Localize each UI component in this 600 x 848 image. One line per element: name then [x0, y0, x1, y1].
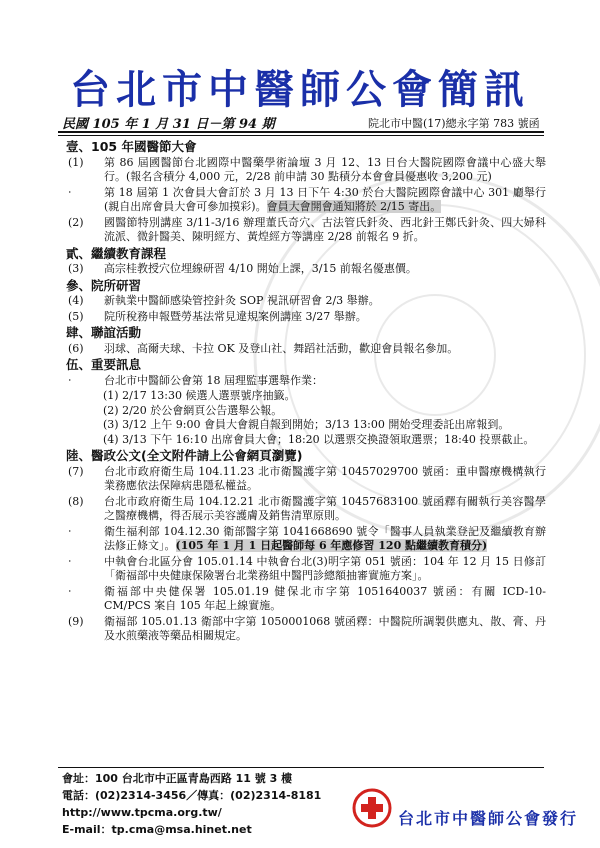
item-number: (7)	[68, 464, 84, 478]
item-bullet: ‧	[68, 554, 72, 568]
license-number: 院北市中醫(17)總永字第 783 號函	[368, 117, 540, 130]
list-item	[66, 156, 546, 185]
item-number: (9)	[68, 614, 84, 628]
highlight-text: 會員大會開會通知將於 2/15 寄出。	[266, 200, 442, 213]
list-item	[66, 216, 546, 245]
list-item	[66, 525, 546, 554]
item-number: (2)	[68, 215, 84, 229]
footer-url[interactable]: http://www.tpcma.org.tw/	[62, 806, 222, 819]
list-item	[66, 342, 546, 357]
list-item	[66, 186, 546, 215]
item-text: 衛生福利部 104.12.30 衛部醫字第 1041668690 號令「醫事人員執業登記及繼續教育辦法修正條文」。	[104, 524, 546, 552]
sub-item: (3) 3/12 上午 9:00 會員大會親自報到開始；3/13 13:00 開始受理委託出席報到。	[103, 418, 510, 431]
list-item	[66, 374, 546, 389]
item-text: 新執業中醫師感染管控針灸 SOP 視訊研習會 2/3 舉辦。	[104, 294, 380, 307]
item-text: 院所稅務申報暨勞基法常見違規案例講座 3/27 舉辦。	[104, 309, 367, 323]
header-rule	[58, 131, 544, 133]
footer-rule	[58, 767, 544, 768]
issue-date: 民國 105 年 1 月 31 日－第 94 期	[62, 117, 275, 132]
item-text: 高宗桂教授穴位埋線研習 4/10 開始上課，3/15 前報名優惠價。	[104, 262, 417, 275]
list-item	[66, 465, 546, 494]
list-item	[66, 294, 546, 309]
list-item	[66, 555, 546, 584]
publisher-name: 台北市中醫師公會發行	[398, 809, 579, 828]
sub-item: (4) 3/13 下午 16:10 出席會員大會；18:20 以選票交換證領取選票；18:40 投票截止。	[103, 432, 535, 446]
item-bullet: ‧	[68, 524, 72, 538]
footer-phone: 電話：(02)2314-3456／傳真：(02)2314-8181	[62, 789, 322, 802]
item-number: (3)	[68, 262, 84, 275]
footer-contact	[62, 770, 321, 838]
item-bullet: ‧	[68, 373, 72, 387]
item-text-wrap	[104, 186, 546, 215]
item-text: 台北市政府衛生局 104.12.21 北市衛醫護字第 10457683100 號函釋有關執行美容醫學之醫療機構，得否展示美容護膚及銷售清單原則。	[104, 494, 546, 522]
sub-item: (2) 2/20 於公會網頁公告選舉公報。	[103, 403, 283, 417]
list-item	[66, 585, 546, 614]
item-text: 第 86 屆國醫節台北國際中醫藥學術論壇 3 月 12、13 日台大醫院國際會議中心盛大舉行。(報名含積分 4,000 元，2/28 前申請 30 點積分本會會員優惠收 3,200 元)	[104, 155, 546, 183]
item-text: 衛福部 105.01.13 衛部中字第 1050001068 號函釋：中醫院所調製供應丸、散、膏、丹及水煎藥液等藥品相關規定。	[104, 614, 546, 642]
item-text: 國醫節特別講座 3/11-3/16 辦理董氏奇穴、古法管氏針灸、西北針王鄭氏針灸、四大婦科流派、微針醫美、陳明經方、黃煌經方等講座 2/28 前報名 9 折。	[104, 215, 546, 243]
item-number: (6)	[68, 341, 84, 355]
section-heading: 壹、105 年國醫節大會	[66, 139, 197, 154]
footer-address: 會址：100 台北市中正區青島西路 11 號 3 樓	[62, 772, 293, 785]
list-item	[66, 310, 546, 325]
item-bullet: ‧	[68, 185, 72, 199]
footer-email[interactable]: E-mail：tp.cma@msa.hinet.net	[62, 823, 252, 836]
list-item	[66, 262, 546, 277]
item-text: 台北市中醫師公會第 18 屆理監事選舉作業：	[104, 373, 323, 387]
section-heading: 貳、繼續教育課程	[66, 245, 167, 261]
section-heading: 肆、聯誼活動	[66, 325, 142, 340]
item-text: 羽球、高爾夫球、卡拉 OK 及登山社、舞蹈社活動，歡迎會員報名參加。	[104, 341, 459, 355]
item-text: 衛福部中央健保署 105.01.19 健保北市字第 1051640037 號函：有關 ICD-10-CM/PCS 案自 105 年起上線實施。	[104, 584, 546, 612]
news-content	[66, 138, 546, 645]
header-rule-thin	[58, 135, 544, 136]
item-number: (5)	[68, 309, 84, 323]
newsletter-title: 台北市中醫師公會簡訊	[70, 67, 530, 113]
item-text: 中執會台北區分會 105.01.14 中執會台北(3)明字第 051 號函：104 年 12 月 15 日修訂「衛福部中央健康保險署台北業務組中醫門診總額抽審實施方案」。	[104, 554, 546, 582]
item-text-wrap	[104, 525, 546, 554]
list-item	[66, 615, 546, 644]
item-number: (4)	[68, 294, 84, 307]
sub-item: (1) 2/17 13:30 候選人選票號序抽籤。	[103, 389, 296, 402]
item-text: 台北市政府衛生局 104.11.23 北市衛醫護字第 10457029700 號函：重申醫療機構執行業務應依法保障病患隱私權益。	[104, 464, 546, 492]
item-number: (8)	[68, 494, 84, 508]
item-bullet: ‧	[68, 584, 72, 598]
item-number: (1)	[68, 155, 84, 169]
section-heading: 陸、醫政公文(全文附件請上公會網頁瀏覽)	[66, 448, 303, 463]
highlight-text: (105 年 1 月 1 日起醫師每 6 年應修習 120 點繼續教育積分)	[175, 539, 488, 552]
section-heading: 伍、重要訊息	[66, 357, 142, 372]
item-text: 第 18 屆第 1 次會員大會訂於 3 月 13 日下午 4:30 於台大醫院國際會議中心 301 廳舉行(親自出席會員大會可參加摸彩)。	[104, 185, 546, 213]
section-heading: 參、院所研習	[66, 277, 142, 293]
association-logo-icon	[352, 788, 392, 828]
list-item	[66, 495, 546, 524]
